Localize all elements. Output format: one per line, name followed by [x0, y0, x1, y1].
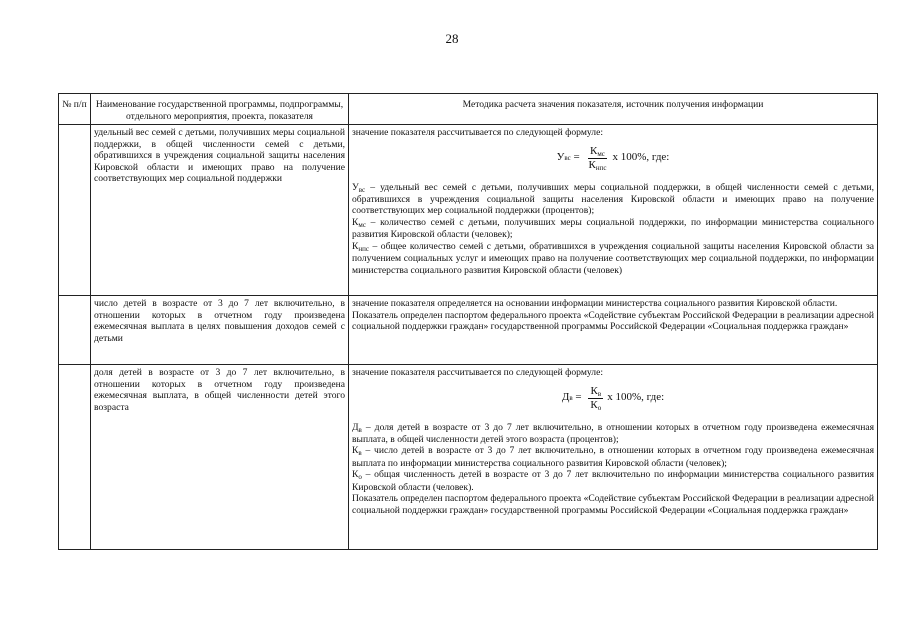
definition: $К_о$ – общая численность детей в возрасте от 3 до 7 лет включительно по информации министерства социального развития Кировской области (человек). [352, 469, 874, 493]
formula-fraction [588, 385, 603, 412]
method-intro: значение показателя рассчитывается по следующей формуле: [352, 367, 603, 378]
page-number: 28 [445, 31, 459, 46]
table-row [59, 125, 878, 296]
table-row [59, 296, 878, 365]
method-cell [349, 125, 878, 296]
definition: $К_в$ – число детей в возрасте от 3 до 7 лет включительно, в отношении которых в отчетном году произведена ежемесячная выплата по информации министерства социального развития Кировской области (человек); [352, 445, 874, 469]
definition: $К_{нпс}$ – общее количество семей с детьми, обратившихся в учреждения социальной защиты населения Кировской области за получением социальных услуг и имеющих право на получение соответствующих мер социальной поддержки, по информации министерства социального развития Кировской области (человек) [352, 240, 874, 276]
formula-fraction [587, 145, 609, 172]
formula-den: К [588, 158, 596, 171]
formula: Д в = $\frac{К_в}{К_о}$ х 100%, где: [561, 384, 665, 412]
formula-num: К [590, 384, 598, 397]
method-cell [349, 365, 878, 550]
indicator-name: удельный вес семей с детьми, получивших меры социальной поддержки, в общей численности семей с детьми, обратившихся в учреждения социальной защиты населения Кировской области и имеющих право на получение соответствующих мер социальной поддержки [91, 125, 349, 296]
formula: У вс = $\frac{К_{мс}}{К_{нпс}}$ х 100%, где: [556, 144, 670, 172]
row-num-cell [59, 296, 91, 365]
header-num: № п/п [59, 94, 91, 125]
formula-num-sub: мс [597, 149, 605, 158]
formula-den-sub: нпс [595, 163, 607, 172]
row-num-cell [59, 365, 91, 550]
header-name: Наименование государственной программы, подпрограммы, отдельного мероприятия, проекта, показателя [91, 94, 349, 125]
formula-lhs: У [556, 151, 565, 164]
formula-lhs: Д [561, 391, 570, 404]
method-cell [349, 296, 878, 365]
method-intro: значение показателя рассчитывается по следующей формуле: [352, 127, 603, 138]
formula-num: К [590, 144, 598, 157]
definition: $У_{вс}$ – удельный вес семей с детьми, получивших меры социальной поддержки, в общей численности семей с детьми, обратившихся в учреждения социальной защиты населения Кировской области и имеющих право на получение соответствующих мер социальной поддержки (процентов); [352, 181, 874, 217]
formula-lhs-sub: вс [564, 153, 571, 162]
formula-tail: х 100%, где: [612, 151, 670, 164]
formula-num-sub: в [597, 389, 602, 398]
table-row [59, 365, 878, 550]
definition: $Д_в$ – доля детей в возрасте от 3 до 7 лет включительно, в отношении которых в отчетном году произведена ежемесячная выплата, в общей численности детей этого возраста (процентов); [352, 421, 874, 445]
indicator-name: число детей в возрасте от 3 до 7 лет включительно, в отношении которых в отчетном году произведена ежемесячная выплата в целях повышения доходов семей с детьми [91, 296, 349, 365]
formula-den-sub: о [597, 403, 602, 412]
formula-lhs-sub: в [569, 393, 573, 402]
method-text: значение показателя определяется на основании информации министерства социального развития Кировской области. [352, 298, 838, 309]
row-num-cell [59, 125, 91, 296]
formula-den: К [590, 398, 598, 411]
definition: $К_{мс}$ – количество семей с детьми, получивших меры социальной поддержки, по информации министерства социального развития Кировской области (человек); [352, 216, 874, 241]
header-method: Методика расчета значения показателя, источник получения информации [349, 94, 878, 125]
method-footer: Показатель определен паспортом федерального проекта «Содействие субъектам Российской Федерации в реализации адресной социальной поддержки граждан» государственной программы Российской Федерации «Социальная поддержка граждан» [352, 493, 874, 516]
indicator-name: доля детей в возрасте от 3 до 7 лет включительно, в отношении которых в отчетном году произведена ежемесячная выплата, в общей численности детей этого возраста [91, 365, 349, 550]
indicator-table [58, 93, 878, 550]
method-text: Показатель определен паспортом федерального проекта «Содействие субъектам Российской Федерации в реализации адресной социальной поддержки граждан» государственной программы Российской Федерации «Социальная поддержка граждан» [352, 309, 874, 332]
formula-tail: х 100%, где: [607, 391, 665, 404]
table-header-row [59, 94, 878, 125]
